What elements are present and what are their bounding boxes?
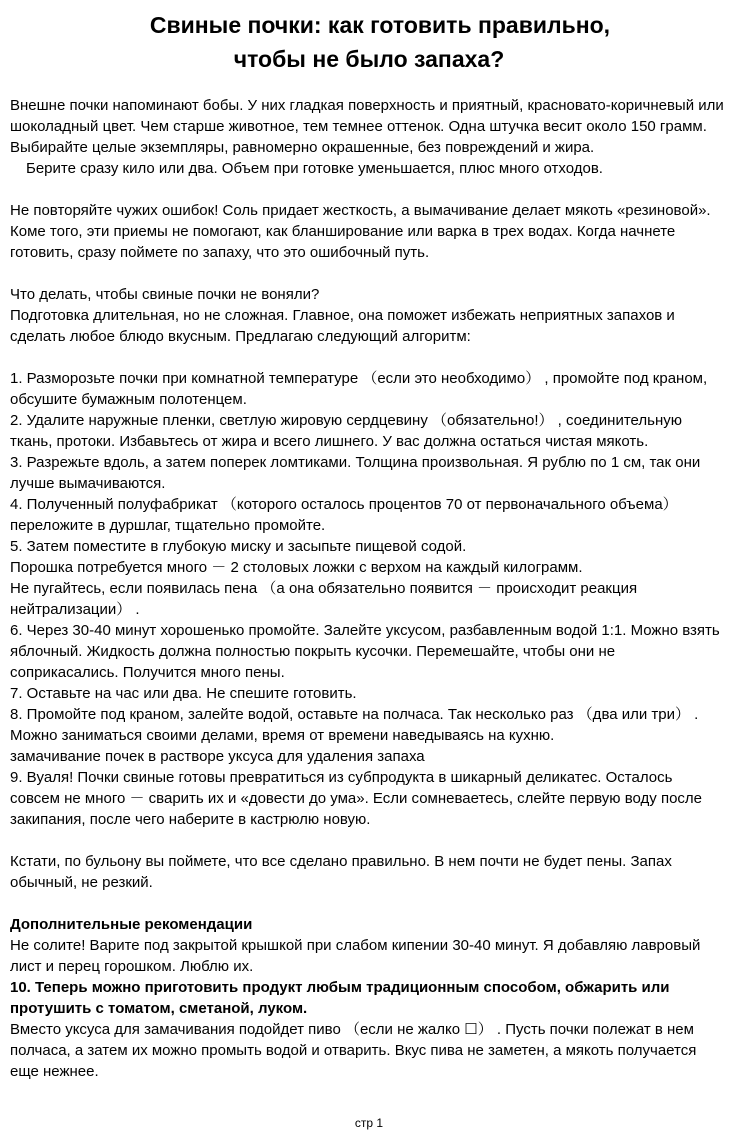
paragraph-no-salt: Не солите! Варите под закрытой крышкой при слабом кипении 30-40 минут. Я добавляю лавровый лист и перец горошком. Люблю их. [10,937,701,975]
page-title [0,8,738,76]
title-line-2: чтобы не было запаха? [233,46,505,72]
section-heading-recommendations: Дополнительные рекомендации [10,916,253,933]
step-3: 3. Разрежьте вдоль, а затем поперек ломтиками. Толщина произвольная. Я рублю по 1 см, так они лучше вымачиваются. [10,454,701,492]
step-8: 8. Промойте под краном, залейте водой, оставьте на полчаса. Так несколько раз （два или три） . Можно заниматься своими делами, время от времени наведываясь на кухню. [10,706,699,744]
step-4: 4. Полученный полуфабрикат （которого осталось процентов 70 от первоначального объема） переложите в дуршлаг, тщательно промойте. [10,496,678,534]
step-5-note-soda: Порошка потребуется много － 2 столовых ложки с верхом на каждый килограмм. [10,559,583,576]
paragraph-appearance: Внешне почки напоминают бобы. У них гладкая поверхность и приятный, красновато-коричневый или шоколадный цвет. Чем старше животное, тем темнее оттенок. Одна штучка весит около 150 грамм. Выбирайте целые экземпляры, равномерно окрашенные, без повреждений и жира. [10,97,724,156]
page-number: стр 1 [354,1116,384,1130]
step-1: 1. Разморозьте почки при комнатной температуре （если это необходимо） , промойте под краном, обсушите бумажным полотенцем. [10,370,708,408]
image-caption: замачивание почек в растворе уксуса для удаления запаха [10,748,425,765]
paragraph-beer: Вместо уксуса для замачивания подойдет пиво （если не жалко ☐） . Пусть почки полежат в нем полчаса, а затем их можно промыть водой и отварить. Вкус пива не заметен, а мякоть получается еще нежнее. [10,1021,697,1080]
paragraph-broth: Кстати, по бульону вы поймете, что все сделано правильно. В нем почти не будет пены. Запах обычный, не резкий. [10,853,672,891]
step-9: 9. Вуаля! Почки свиные готовы превратиться из субпродукта в шикарный деликатес. Осталось совсем не много － сварить их и «довести до ума». Если сомневаетесь, слейте первую воду после закипания, после чего наберите в кастрюлю новую. [10,769,703,828]
step-7: 7. Оставьте на час или два. Не спешите готовить. [10,685,357,702]
question-heading: Что делать, чтобы свиные почки не воняли? [10,286,320,303]
paragraph-quantity: Берите сразу кило или два. Объем при готовке уменьшается, плюс много отходов. [26,160,603,177]
title-line-1: Свиные почки: как готовить правильно, [149,12,611,38]
step-5-note-foam: Не пугайтесь, если появилась пена （а она обязательно появится － происходит реакция нейтрализации） . [10,580,638,618]
article-body [10,95,726,1082]
step-6: 6. Через 30-40 минут хорошенько промойте. Залейте уксусом, разбавленным водой 1:1. Можно взять яблочный. Жидкость должна полностью покрыть кусочки. Перемешайте, чтобы они не соприкасались. Получится много пены. [10,622,720,681]
step-2: 2. Удалите наружные пленки, светлую жировую сердцевину （обязательно!） , соединительную ткань, протоки. Избавьтесь от жира и всего лишнего. У вас должна остаться чистая мякоть. [10,412,682,450]
step-5: 5. Затем поместите в глубокую миску и засыпьте пищевой содой. [10,538,467,555]
step-10: 10. Теперь можно приготовить продукт любым традиционным способом, обжарить или протушить с томатом, сметаной, луком. [10,979,670,1017]
paragraph-algorithm-intro: Подготовка длительная, но не сложная. Главное, она поможет избежать неприятных запахов и сделать любое блюдо вкусным. Предлагаю следующий алгоритм: [10,307,675,345]
paragraph-mistakes: Не повторяйте чужих ошибок! Соль придает жесткость, а вымачивание делает мякоть «резиновой». Коме того, эти приемы не помогают, как бланширование или варка в трех водах. Когда начнете готовить, сразу поймете по запаху, что это ошибочный путь. [10,202,711,261]
